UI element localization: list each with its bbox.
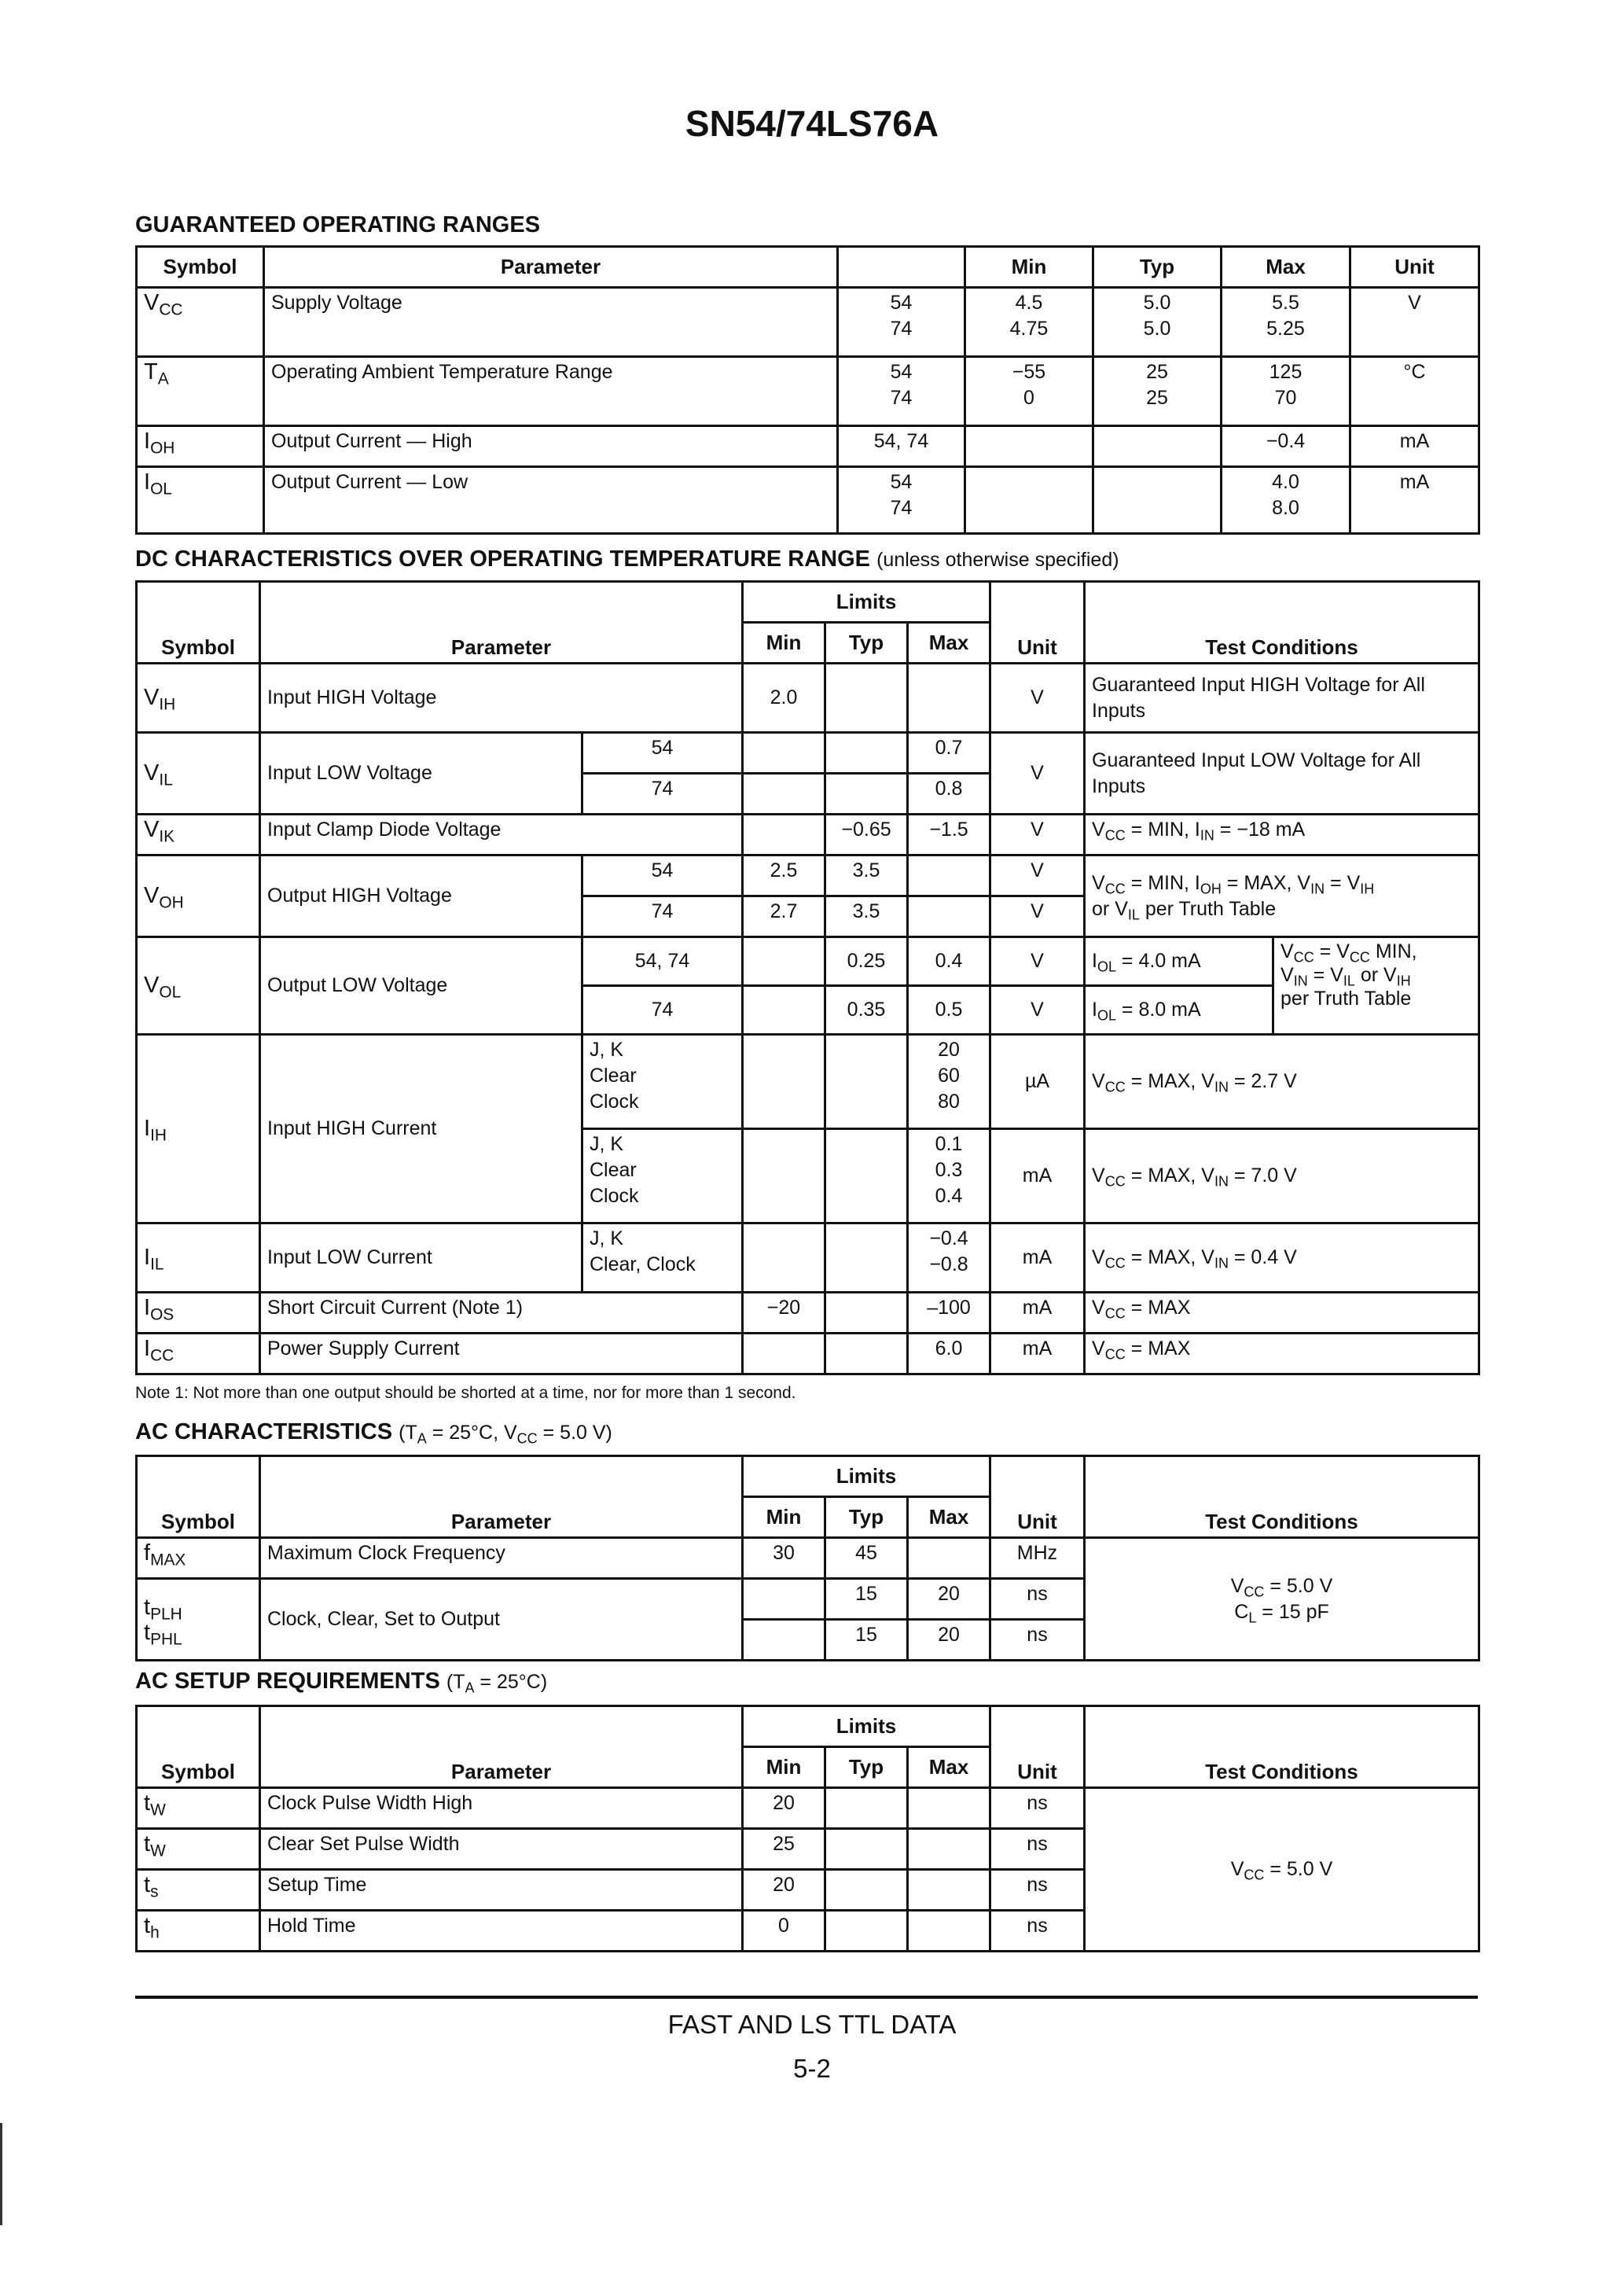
device: 54 74 <box>838 288 965 357</box>
typ-value: 0.35 <box>825 986 908 1035</box>
typ-value: 5.0 5.0 <box>1093 288 1222 357</box>
typ-value: 3.5 <box>825 855 908 896</box>
header-limits: Limits <box>743 1706 990 1747</box>
parameter: Operating Ambient Temperature Range <box>264 357 838 426</box>
typ-value: 0.25 <box>825 937 908 986</box>
unit: mA <box>1350 467 1479 534</box>
unit: V <box>990 733 1085 815</box>
device: J, K Clear Clock <box>582 1035 743 1129</box>
header-limits: Limits <box>743 582 990 623</box>
header-symbol: Symbol <box>137 582 260 664</box>
table-row: $I_{OS}$ Short Circuit Current (Note 1) −20 –100 mA $V_{CC}$ = MAX <box>137 1293 1479 1334</box>
test-condition: $V_{CC}$ = MAX <box>1085 1293 1479 1334</box>
parameter: Supply Voltage <box>264 288 838 357</box>
parameter: Output LOW Voltage <box>260 937 582 1035</box>
test-condition: $V_{CC}$ = MIN, $I_{OH}$ = MAX, $V_{IN} = V_{IH}$ or $V_{IL}$ per Truth Table <box>1085 855 1479 937</box>
unit: mA <box>990 1129 1085 1223</box>
min-value: 20 <box>743 1788 825 1829</box>
header-test-conditions: Test Conditions <box>1085 1706 1479 1788</box>
parameter: Output Current — High <box>264 426 838 467</box>
operating-ranges-table <box>135 245 1480 535</box>
max-value: −0.4 −0.8 <box>908 1223 990 1293</box>
table-row: $V_{IL}$ Input LOW Voltage 54 0.7 V Guaranteed Input LOW Voltage for All Inputs <box>137 733 1479 774</box>
min-value: −55 0 <box>965 357 1093 426</box>
max-value: 5.5 5.25 <box>1222 288 1350 357</box>
header-test-conditions: Test Conditions <box>1085 1456 1479 1538</box>
footer-divider <box>135 1996 1478 1999</box>
parameter: Input LOW Voltage <box>260 733 582 815</box>
device: 54 74 <box>838 357 965 426</box>
unit: V <box>990 896 1085 937</box>
symbol: t <box>144 1913 151 1938</box>
symbol: V <box>144 883 160 908</box>
device: 74 <box>582 986 743 1035</box>
unit: µA <box>990 1035 1085 1129</box>
table-row: $V_{OH}$ Output HIGH Voltage 54 2.5 3.5 V $V_{CC}$ = MIN, $I_{OH}$ = MAX, $V_{IN} = V_{IH}$ or $V_{IL}$ per Truth Table <box>137 855 1479 896</box>
symbol: I <box>144 1116 151 1141</box>
test-condition: $V_{CC}$ = MAX, $V_{IN} = 7.0$ V <box>1085 1129 1479 1223</box>
test-condition: Guaranteed Input HIGH Voltage for All Inputs <box>1085 664 1479 733</box>
device: 54 74 <box>838 467 965 534</box>
test-condition: Guaranteed Input LOW Voltage for All Inputs <box>1085 733 1479 815</box>
header-unit: Unit <box>990 1456 1085 1538</box>
min-value: −20 <box>743 1293 825 1334</box>
unit: mA <box>1350 426 1479 467</box>
device: J, K Clear, Clock <box>582 1223 743 1293</box>
ac-characteristics-table <box>135 1455 1480 1661</box>
parameter: Clear Set Pulse Width <box>260 1829 743 1870</box>
unit: ns <box>990 1579 1085 1620</box>
test-condition: $V_{CC}$ = MIN, $I_{IN} = -18$ mA <box>1085 815 1479 855</box>
symbol: I <box>144 1295 151 1320</box>
section-title-ac: AC CHARACTERISTICS ($T_A = 25^\circ C$, $V_{CC} = 5.0$ V) <box>135 1419 612 1447</box>
symbol: V <box>144 685 160 710</box>
parameter: Input LOW Current <box>260 1223 582 1293</box>
table-row: $V_{IK}$ Input Clamp Diode Voltage −0.65 −1.5 V $V_{CC}$ = MIN, $I_{IN} = -18$ mA <box>137 815 1479 855</box>
min-value: 2.0 <box>743 664 825 733</box>
parameter: Maximum Clock Frequency <box>260 1538 743 1579</box>
parameter: Hold Time <box>260 1911 743 1952</box>
test-condition: $I_{OL} = 4.0$ mA <box>1085 937 1273 986</box>
page-title: SN54/74LS76A <box>685 103 939 144</box>
max-value: 20 <box>908 1579 990 1620</box>
table-row: $f_{MAX}$ Maximum Clock Frequency 30 45 MHz $V_{CC} = 5.0$ V $C_L = 15$ pF <box>137 1538 1479 1579</box>
table-row: $t_{PLH}$ $t_{PHL}$ Clock, Clear, Set to Output 15 20 ns <box>137 1579 1479 1620</box>
test-condition: $V_{CC} = 5.0$ V <box>1085 1788 1479 1952</box>
header-symbol: Symbol <box>137 1706 260 1788</box>
symbol: T <box>144 359 158 385</box>
max-value: 0.8 <box>908 774 990 815</box>
ac-setup-table <box>135 1705 1480 1952</box>
table-row: $t_W$ Clock Pulse Width High 20 ns $V_{CC} = 5.0$ V <box>137 1788 1479 1829</box>
symbol: f <box>144 1540 151 1566</box>
table-row: $T_A$ Operating Ambient Temperature Range 54 74 −55 0 25 25 125 70 °C <box>137 357 1479 426</box>
symbol: I <box>144 1245 151 1270</box>
device: 74 <box>582 774 743 815</box>
unit: ns <box>990 1829 1085 1870</box>
parameter: Clock Pulse Width High <box>260 1788 743 1829</box>
test-condition: $V_{CC}$ = MAX <box>1085 1334 1479 1374</box>
scan-edge-mark <box>0 2123 2 2225</box>
header-max: Max <box>908 1747 990 1788</box>
header-min: Min <box>743 623 825 664</box>
min-value: 30 <box>743 1538 825 1579</box>
symbol: t <box>144 1619 151 1645</box>
unit: V <box>990 937 1085 986</box>
unit: mA <box>990 1334 1085 1374</box>
typ-value: 25 25 <box>1093 357 1222 426</box>
unit: ns <box>990 1620 1085 1661</box>
max-value: 0.7 <box>908 733 990 774</box>
header-test-conditions: Test Conditions <box>1085 582 1479 664</box>
footer-text: FAST AND LS TTL DATA <box>667 2010 957 2039</box>
max-value: 6.0 <box>908 1334 990 1374</box>
symbol: t <box>144 1872 151 1897</box>
typ-value: −0.65 <box>825 815 908 855</box>
header-max: Max <box>1222 247 1350 288</box>
note-1: Note 1: Not more than one output should be shorted at a time, nor for more than 1 second. <box>135 1384 796 1402</box>
header-max: Max <box>908 623 990 664</box>
table-row: $I_{CC}$ Power Supply Current 6.0 mA $V_{CC}$ = MAX <box>137 1334 1479 1374</box>
unit: V <box>1350 288 1479 357</box>
max-value: 0.5 <box>908 986 990 1035</box>
unit: °C <box>1350 357 1479 426</box>
max-value: 20 60 80 <box>908 1035 990 1129</box>
table-row: $I_{IH}$ Input HIGH Current J, K Clear Clock 20 60 80 µA $V_{CC}$ = MAX, $V_{IN} = 2.7$ V <box>137 1035 1479 1129</box>
header-unit: Unit <box>1350 247 1479 288</box>
page-number: 5-2 <box>793 2054 831 2083</box>
typ-value: 45 <box>825 1538 908 1579</box>
max-value: 125 70 <box>1222 357 1350 426</box>
header-unit: Unit <box>990 582 1085 664</box>
min-value: 2.5 <box>743 855 825 896</box>
header-typ: Typ <box>825 1497 908 1538</box>
device: 54, 74 <box>838 426 965 467</box>
header-min: Min <box>743 1497 825 1538</box>
min-value: 0 <box>743 1911 825 1952</box>
header-parameter: Parameter <box>260 582 743 664</box>
table-row: $V_{CC}$ Supply Voltage 54 74 4.5 4.75 5.0 5.0 5.5 5.25 V <box>137 288 1479 357</box>
dc-characteristics-table <box>135 580 1480 1375</box>
test-condition: $V_{CC}$ = MAX, $V_{IN} = 2.7$ V <box>1085 1035 1479 1129</box>
header-typ: Typ <box>825 623 908 664</box>
test-condition: $I_{OL} = 8.0$ mA <box>1085 986 1273 1035</box>
unit: mA <box>990 1293 1085 1334</box>
table-row: $t_h$ Hold Time 0 ns <box>137 1911 1479 1952</box>
table-row: $I_{IL}$ Input LOW Current J, K Clear, Clock −0.4 −0.8 mA $V_{CC}$ = MAX, $V_{IN} = 0.4$ V <box>137 1223 1479 1293</box>
header-limits: Limits <box>743 1456 990 1497</box>
unit: V <box>990 815 1085 855</box>
max-value: 4.0 8.0 <box>1222 467 1350 534</box>
parameter: Setup Time <box>260 1870 743 1911</box>
unit: V <box>990 855 1085 896</box>
max-value: −1.5 <box>908 815 990 855</box>
header-parameter: Parameter <box>264 247 838 288</box>
test-condition: $V_{CC}$ = MAX, $V_{IN} = 0.4$ V <box>1085 1223 1479 1293</box>
max-value: 0.4 <box>908 937 990 986</box>
symbol: V <box>144 290 160 315</box>
max-value: 0.1 0.3 0.4 <box>908 1129 990 1223</box>
symbol: I <box>144 469 151 495</box>
device: 54, 74 <box>582 937 743 986</box>
symbol: t <box>144 1594 151 1620</box>
unit: ns <box>990 1911 1085 1952</box>
typ-value: 15 <box>825 1620 908 1661</box>
min-value: 25 <box>743 1829 825 1870</box>
table-row: $V_{OL}$ Output LOW Voltage 54, 74 0.25 0.4 V $I_{OL} = 4.0$ mA $V_{CC} = V_{CC}$ MIN, $V_{IN} = V_{IL}$ or $V_{IH}$ per Truth Table <box>137 937 1479 986</box>
table-row: $V_{IH}$ Input HIGH Voltage 2.0 V Guaranteed Input HIGH Voltage for All Inputs <box>137 664 1479 733</box>
min-value: 4.5 4.75 <box>965 288 1093 357</box>
test-condition: $V_{CC} = 5.0$ V $C_L = 15$ pF <box>1085 1538 1479 1661</box>
parameter: Input HIGH Current <box>260 1035 582 1223</box>
parameter: Input HIGH Voltage <box>260 664 743 733</box>
table-row: $t_W$ Clear Set Pulse Width 25 ns <box>137 1829 1479 1870</box>
device: 74 <box>582 896 743 937</box>
unit: mA <box>990 1223 1085 1293</box>
max-value: 20 <box>908 1620 990 1661</box>
min-value: 2.7 <box>743 896 825 937</box>
symbol: V <box>144 817 160 842</box>
header-min: Min <box>743 1747 825 1788</box>
section-title-setup: AC SETUP REQUIREMENTS $(T_A = 25^\circ C)$ <box>135 1669 548 1696</box>
typ-value: 3.5 <box>825 896 908 937</box>
test-condition-shared: $V_{CC} = V_{CC}$ MIN, $V_{IN} = V_{IL}$ or $V_{IH}$ per Truth Table <box>1273 937 1479 1035</box>
unit: ns <box>990 1788 1085 1829</box>
header-symbol: Symbol <box>137 247 264 288</box>
header-parameter: Parameter <box>260 1456 743 1538</box>
device: J, K Clear Clock <box>582 1129 743 1223</box>
parameter: Output Current — Low <box>264 467 838 534</box>
device: 54 <box>582 733 743 774</box>
symbol: V <box>144 973 160 998</box>
device: 54 <box>582 855 743 896</box>
header-unit: Unit <box>990 1706 1085 1788</box>
max-value: −0.4 <box>1222 426 1350 467</box>
max-value: –100 <box>908 1293 990 1334</box>
symbol: I <box>144 429 151 454</box>
unit: V <box>990 664 1085 733</box>
section-title-operating-ranges: GUARANTEED OPERATING RANGES <box>135 212 541 237</box>
header-typ: Typ <box>825 1747 908 1788</box>
section-title-dc: DC CHARACTERISTICS OVER OPERATING TEMPERATURE RANGE (unless otherwise specified) <box>135 546 1119 572</box>
symbol: I <box>144 1336 151 1361</box>
table-row: $t_s$ Setup Time 20 ns <box>137 1870 1479 1911</box>
parameter: Output HIGH Voltage <box>260 855 582 937</box>
symbol: t <box>144 1790 151 1816</box>
header-parameter: Parameter <box>260 1706 743 1788</box>
typ-value: 15 <box>825 1579 908 1620</box>
header-min: Min <box>965 247 1093 288</box>
unit: ns <box>990 1870 1085 1911</box>
header-symbol: Symbol <box>137 1456 260 1538</box>
header-max: Max <box>908 1497 990 1538</box>
parameter: Short Circuit Current (Note 1) <box>260 1293 743 1334</box>
parameter: Clock, Clear, Set to Output <box>260 1579 743 1661</box>
parameter: Input Clamp Diode Voltage <box>260 815 743 855</box>
symbol: t <box>144 1831 151 1856</box>
header-typ: Typ <box>1093 247 1222 288</box>
table-row: $I_{OL}$ Output Current — Low 54 74 4.0 8.0 mA <box>137 467 1479 534</box>
table-row: $I_{OH}$ Output Current — High 54, 74 −0.4 mA <box>137 426 1479 467</box>
unit: MHz <box>990 1538 1085 1579</box>
symbol: V <box>144 760 160 786</box>
min-value: 20 <box>743 1870 825 1911</box>
unit: V <box>990 986 1085 1035</box>
parameter: Power Supply Current <box>260 1334 743 1374</box>
